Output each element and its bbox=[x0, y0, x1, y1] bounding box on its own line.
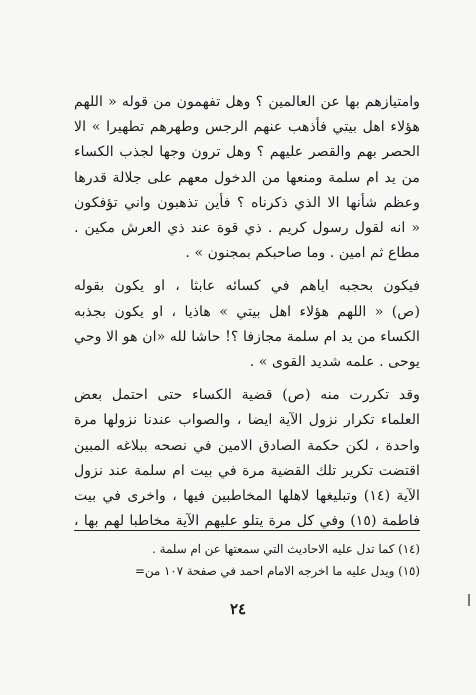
text-line: وعظم شأنها الا الذي ذكرناه ؟ فأين تذهبون واني تؤفكون bbox=[74, 194, 420, 211]
text-line: الكساء من يد ام سلمة مجازفا ؟! حاشا لله «ان هو الا وحي bbox=[74, 328, 420, 345]
main-text bbox=[74, 90, 420, 534]
text-line: فاطمة (١٥) وفي كل مرة يتلو عليهم الآية مخاطبا لهم بها ، bbox=[74, 513, 420, 530]
footnotes bbox=[74, 538, 420, 582]
footnote-divider bbox=[74, 530, 420, 531]
text-line: واحدة ، لكن حكمة الصادق الامين في نصحه ببلاغه المبين bbox=[74, 437, 420, 454]
text-line: اقتضت تكرير تلك القضية مرة في بيت ام سلمة عند نزول bbox=[74, 462, 420, 479]
text-line: « انه لقول رسول كريم . ذي قوة عند ذي العرش مكين . bbox=[74, 220, 420, 237]
text-line: من يد ام سلمة ومنعها من الدخول معهم على جلالة قدرها bbox=[74, 169, 420, 186]
footnote-15: (١٥) ويدل عليه ما اخرجه الامام احمد في صفحة ١٠٧ من= bbox=[135, 564, 420, 578]
scan-edge-mark bbox=[468, 594, 470, 606]
paragraph-1 bbox=[74, 90, 420, 266]
text-line: يوحى . علمه شديد القوى » . bbox=[249, 354, 420, 371]
paragraph-2 bbox=[74, 274, 420, 375]
page-number: ٢٤ bbox=[229, 600, 247, 618]
text-line: (ص) « اللهم هؤلاء اهل بيتي » هاذيا ، او يكون بجذبه bbox=[74, 303, 420, 320]
paragraph-3 bbox=[74, 383, 420, 534]
text-line: الحصر بهم والقصر عليهم ؟ وهل ترون وجها لجذب الكساء bbox=[74, 144, 420, 161]
footnote-14: (١٤) كما تدل عليه الاحاديث التي سمعتها عن ام سلمة . bbox=[152, 542, 420, 556]
text-line: فيكون بحجبه اياهم في كسائه عابثا ، او يكون بقوله bbox=[74, 278, 420, 295]
text-line: وقد تكررت منه (ص) قضية الكساء حتى احتمل بعض bbox=[74, 387, 420, 404]
text-line: مطاع ثم امين . وما صاحبكم بمجنون » . bbox=[185, 245, 420, 262]
text-line: هؤلاء اهل بيتي فأذهب عنهم الرجس وطهرهم تطهيرا » الا bbox=[74, 119, 420, 136]
text-line: وامتيازهم بها عن العالمين ؟ وهل تفهمون من قوله « اللهم bbox=[74, 94, 420, 110]
text-line: الآية (١٤) وتبليغها لاهلها المخاطبين فيها ، واخرى في بيت bbox=[74, 488, 420, 505]
text-line: العلماء تكرار نزول الآية ايضا ، والصواب عندنا نزولها مرة bbox=[74, 412, 420, 429]
